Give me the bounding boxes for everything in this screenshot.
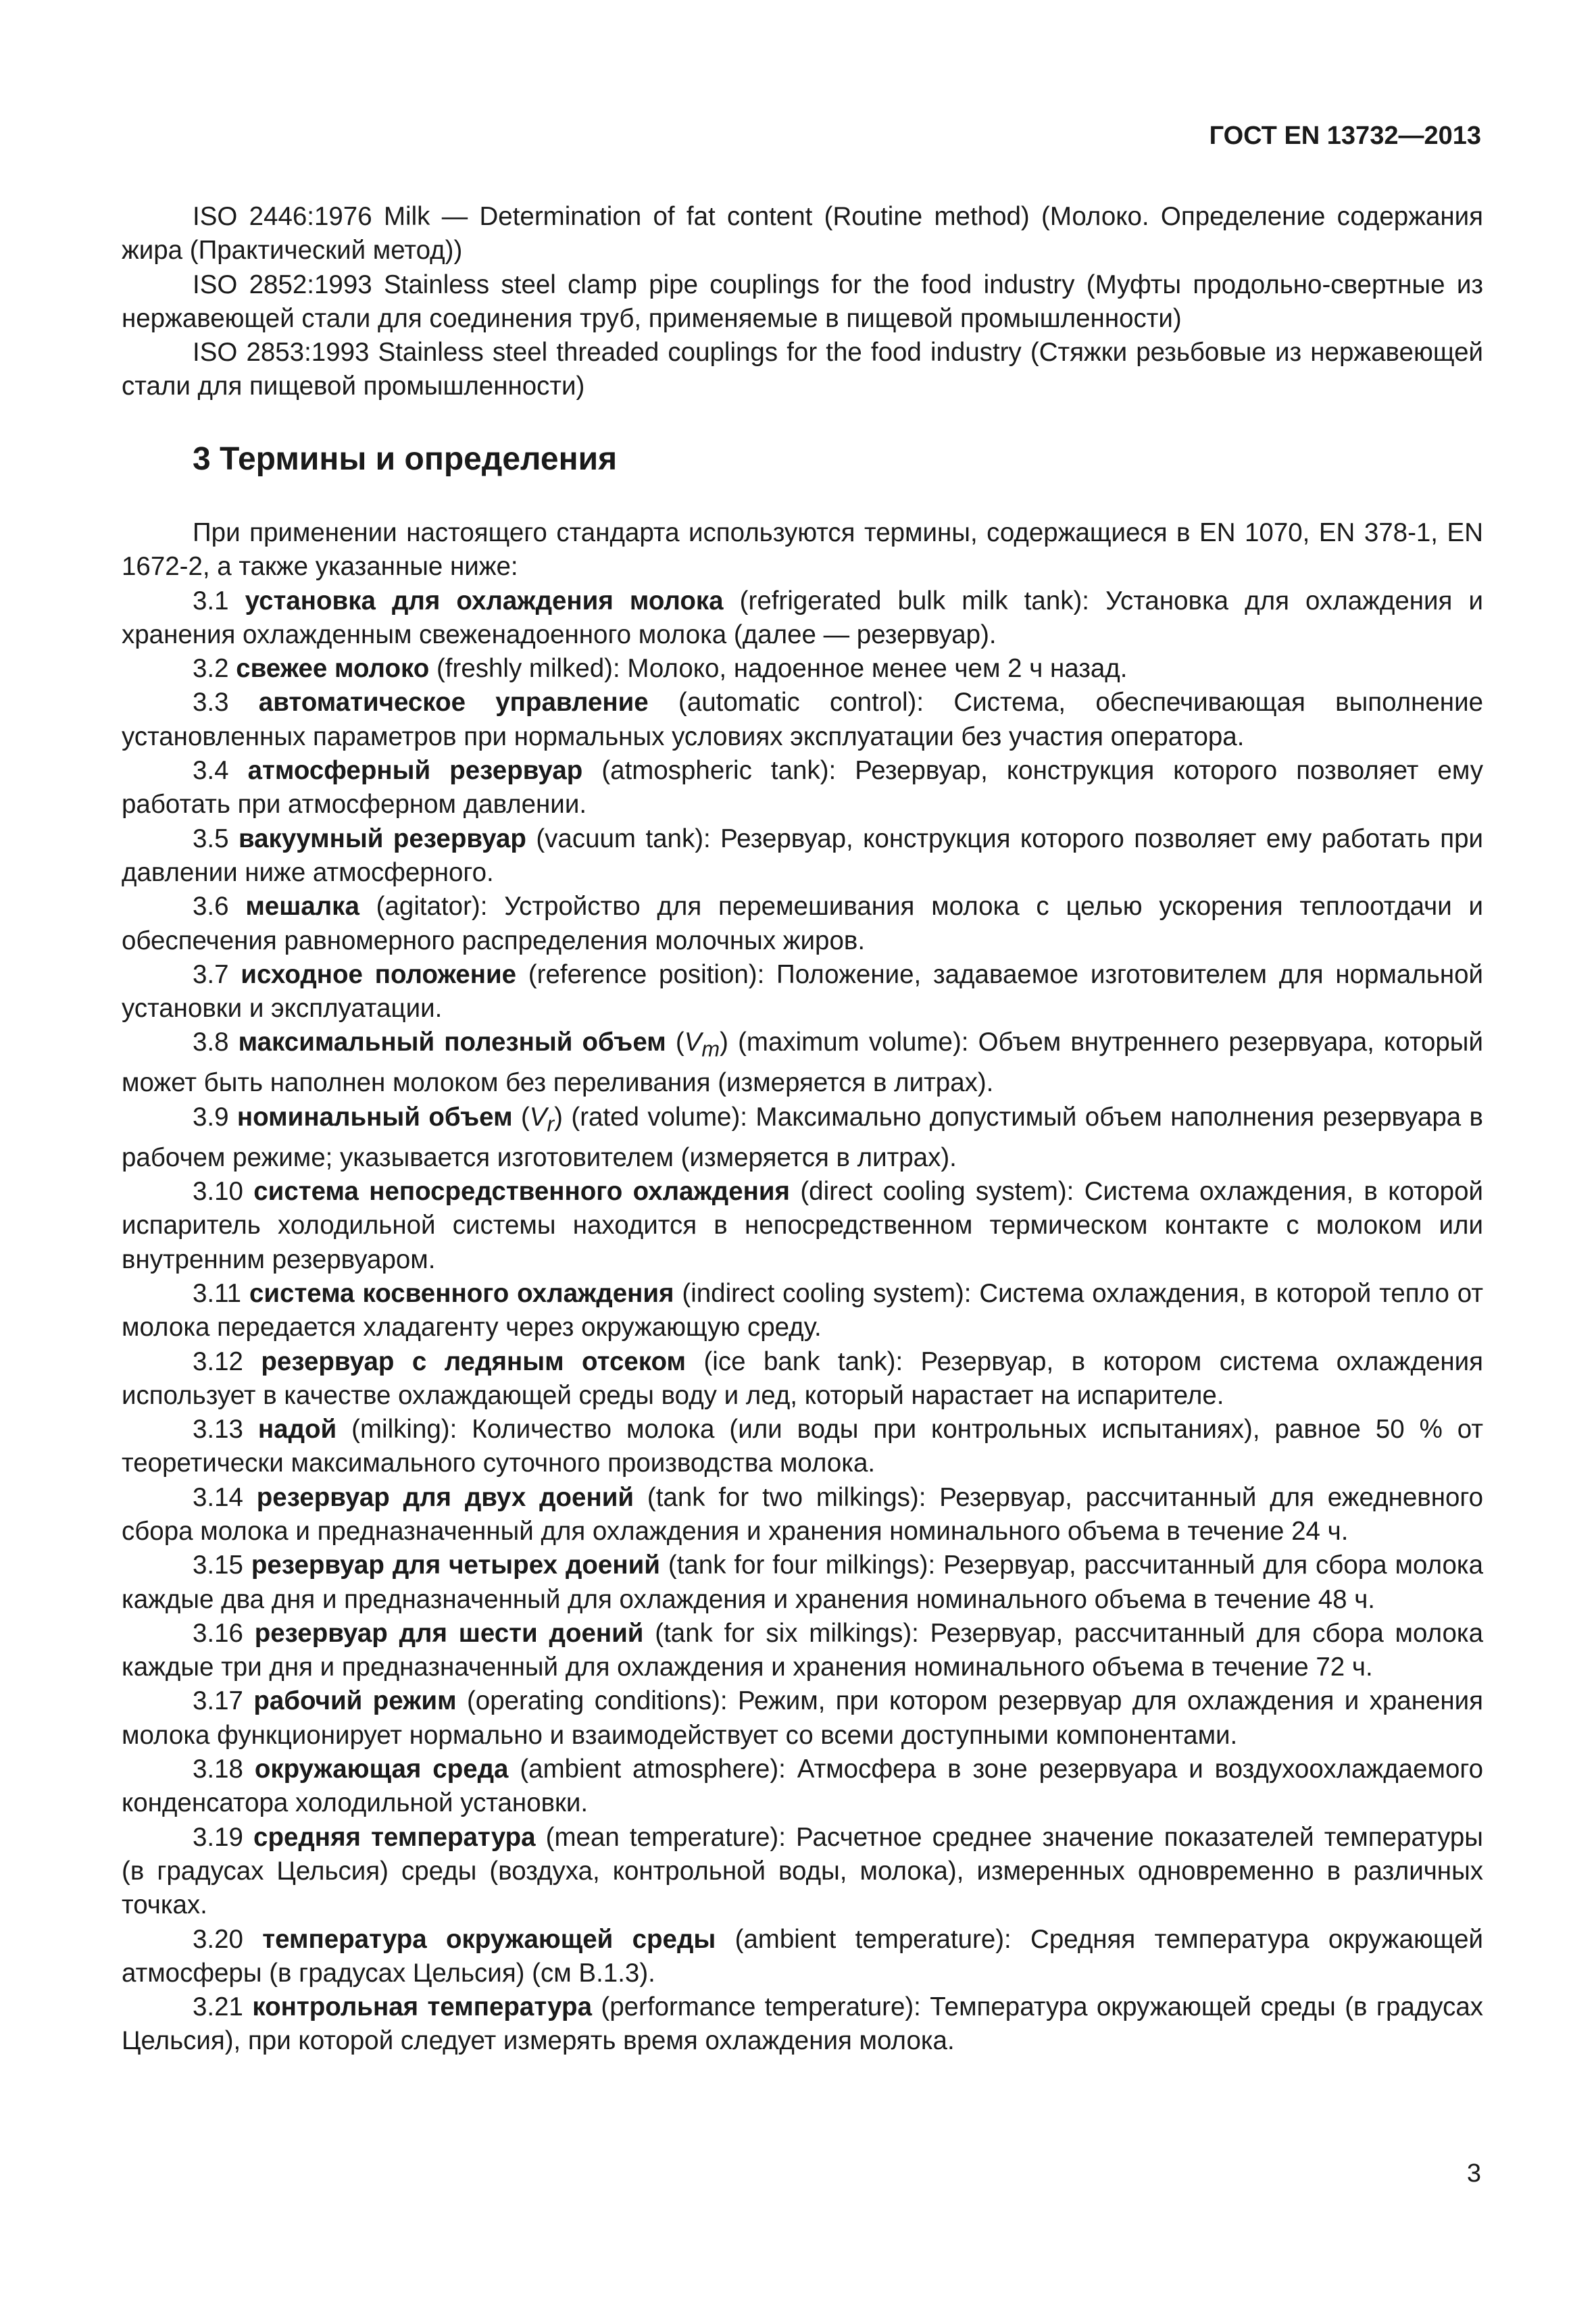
definition-symbol: $V_m$	[684, 1028, 720, 1062]
definition-term: надой	[257, 1415, 337, 1444]
definition-item	[122, 754, 1483, 822]
definition-term: резервуар для шести доений	[254, 1618, 644, 1648]
definition-item	[122, 1277, 1483, 1345]
definition-item	[122, 1345, 1483, 1413]
definition-term: свежее молоко	[236, 654, 430, 684]
definition-term: исходное положение	[241, 959, 517, 989]
definition-number: 3.15	[193, 1551, 251, 1580]
definition-text: (indirect cooling system): Система охлаждения, в которой тепло от молока передается хладагенту через окружающую среду.	[122, 1278, 1483, 1342]
definition-term: резервуар для четырех доений	[251, 1551, 660, 1580]
definition-number: 3.9	[193, 1102, 237, 1132]
definition-item: 3.8 максимальный полезный объем $(V_m)$ (maximum volume): Объем внутреннего резервуара, который может быть наполнен молоком без переливания (измеряется в литрах).	[122, 1028, 1483, 1098]
definitions-list	[122, 584, 1483, 2059]
definition-number: 3.14	[193, 1482, 257, 1512]
definition-number: 3.1	[193, 586, 245, 615]
definition-text: (freshly milked): Молоко, надоенное менее чем 2 ч назад.	[429, 654, 1128, 684]
definition-symbol: $V_r$	[529, 1102, 555, 1136]
definition-item	[122, 1821, 1483, 1923]
definition-item	[122, 1990, 1483, 2059]
definition-text: (refrigerated bulk milk tank): Установка для охлаждения и хранения охлажденным свеженадоенного молока (далее — резервуар).	[122, 586, 1483, 649]
definition-text: (ambient temperature): Средняя температура окружающей атмосферы (в градусах Цельсия) (см B.1.3).	[122, 1924, 1483, 1988]
definition-text: (operating conditions): Режим, при котором резервуар для охлаждения и хранения молока функционирует нормально и взаимодействует со всеми доступными компонентами.	[122, 1686, 1483, 1750]
definition-number: 3.6	[193, 892, 246, 922]
definition-item	[122, 584, 1483, 653]
definition-item	[122, 1684, 1483, 1753]
definition-item	[122, 686, 1483, 754]
section-intro: При применении настоящего стандарта используются термины, содержащиеся в EN 1070, EN 378-1, EN 1672-2, а также указанные ниже:	[122, 518, 1483, 582]
definition-text: (mean temperature): Расчетное среднее значение показателей температуры (в градусах Цельсия) среды (воздуха, контрольной воды, молока), измеренных одновременно в различных точках.	[122, 1822, 1483, 1920]
definition-item	[122, 822, 1483, 890]
definition-number: 3.20	[193, 1924, 263, 1954]
definition-text: (ambient atmosphere): Атмосфера в зоне резервуара и воздухоохлаждаемого конденсатора холодильной установки.	[122, 1755, 1483, 1818]
page-number: 3	[1466, 2159, 1481, 2188]
definition-number: 3.5	[193, 824, 239, 853]
definition-item	[122, 1549, 1483, 1617]
definition-term: установка для охлаждения молока	[245, 586, 724, 615]
definition-term: средняя температура	[253, 1822, 536, 1852]
definition-term: контрольная температура	[252, 1992, 592, 2022]
terms-definitions-body	[122, 516, 1483, 2059]
definition-number: 3.21	[193, 1992, 253, 2022]
definition-text: (milking): Количество молока (или воды при контрольных испытаниях), равное 50 % от теоретически максимального суточного производства молока.	[122, 1415, 1483, 1478]
definition-number: 3.4	[193, 756, 248, 786]
definition-number: 3.18	[193, 1755, 255, 1784]
definition-term: рабочий режим	[253, 1686, 457, 1716]
definition-text: (agitator): Устройство для перемешивания молока с целью ускорения теплоотдачи и обеспечения равномерного распределения молочных жиров.	[122, 892, 1483, 955]
definition-text: (vacuum tank): Резервуар, конструкция которого позволяет ему работать при давлении ниже атмосферного.	[122, 824, 1484, 887]
definition-number: 3.2	[193, 654, 236, 684]
definition-term: атмосферный резервуар	[247, 756, 583, 786]
definition-item: 3.9 номинальный объем $(V_r)$ (rated volume): Максимально допустимый объем наполнения резервуара в рабочем режиме; указывается изготовителем (измеряется в литрах).	[122, 1102, 1483, 1172]
definition-term: резервуар для двух доений	[256, 1482, 634, 1512]
reference-item: ISO 2853:1993 Stainless steel threaded couplings for the food industry (Стяжки резьбовые из нержавеющей стали для пищевой промышленности)	[122, 338, 1483, 401]
definition-item	[122, 1617, 1483, 1685]
definition-text: (ice bank tank): Резервуар, в котором система охлаждения использует в качестве охлаждающей среды воду и лед, который нарастает на испарителе.	[122, 1347, 1483, 1410]
normative-references	[122, 200, 1483, 404]
reference-item: ISO 2446:1976 Milk — Determination of fat content (Routine method) (Молоко. Определение содержания жира (Практический метод))	[122, 202, 1483, 266]
document-code-header: ГОСТ EN 13732—2013	[1209, 122, 1481, 150]
definition-term: максимальный полезный объем	[238, 1028, 666, 1057]
definition-item	[122, 890, 1483, 958]
reference-item: ISO 2852:1993 Stainless steel clamp pipe couplings for the food industry (Муфты продольно-свертные из нержавеющей стали для соединения труб, применяемые в пищевой промышленности)	[122, 270, 1483, 333]
section-title: 3 Термины и определения	[193, 441, 618, 477]
definition-number: 3.3	[193, 688, 259, 718]
definition-term: система косвенного охлаждения	[249, 1278, 674, 1308]
definition-text: (tank for two milkings): Резервуар, рассчитанный для ежедневного сбора молока и предназначенный для охлаждения и хранения номинального объема в течение 24 ч.	[122, 1482, 1483, 1546]
definition-number: 3.7	[193, 959, 241, 989]
definition-number: 3.8	[193, 1028, 239, 1057]
definition-term: вакуумный резервуар	[238, 824, 526, 853]
definition-text: (maximum volume): Объем внутреннего резервуара, который может быть наполнен молоком без переливания (измеряется в литрах).	[122, 1028, 1483, 1098]
definition-text: (direct cooling system): Система охлаждения, в которой испаритель холодильной системы находится в непосредственном термическом контакте с молоком или внутренним резервуаром.	[122, 1177, 1483, 1274]
definition-number: 3.17	[193, 1686, 254, 1716]
definition-number: 3.11	[193, 1278, 249, 1308]
definition-text: (reference position): Положение, задаваемое изготовителем для нормальной установки и эксплуатации.	[122, 959, 1483, 1024]
definition-item	[122, 1175, 1483, 1277]
definition-text: (tank for six milkings): Резервуар, рассчитанный для сбора молока каждые три дня и предназначенный для охлаждения и хранения номинального объема в течение 72 ч.	[122, 1618, 1483, 1682]
definition-item	[122, 1481, 1483, 1549]
definition-term: номинальный объем	[236, 1102, 513, 1132]
definition-item	[122, 1753, 1483, 1821]
definition-number: 3.19	[193, 1822, 254, 1852]
definition-number: 3.10	[193, 1177, 254, 1207]
definition-term: система непосредственного охлаждения	[253, 1177, 791, 1207]
definition-number: 3.12	[193, 1347, 261, 1376]
definition-number: 3.16	[193, 1618, 255, 1648]
definition-term: температура окружающей среды	[262, 1924, 716, 1954]
definition-term: резервуар с ледяным отсеком	[261, 1347, 687, 1376]
definition-text: (rated volume): Максимально допустимый объем наполнения резервуара в рабочем режиме; указывается изготовителем (измеряется в литрах).	[122, 1102, 1483, 1172]
definition-text: (atmospheric tank): Резервуар, конструкция которого позволяет ему работать при атмосферном давлении.	[122, 756, 1483, 820]
definition-term: мешалка	[245, 892, 359, 922]
definition-text: (tank for four milkings): Резервуар, рассчитанный для сбора молока каждые два дня и предназначенный для охлаждения и хранения номинального объема в течение 48 ч.	[122, 1551, 1483, 1614]
definition-term: автоматическое управление	[258, 688, 649, 718]
definition-text: (performance temperature): Температура окружающей среды (в градусах Цельсия), при которой следует измерять время охлаждения молока.	[122, 1992, 1483, 2056]
definition-item	[122, 958, 1483, 1026]
definition-item	[122, 1413, 1483, 1481]
definition-item	[122, 1923, 1483, 1991]
definition-number: 3.13	[193, 1415, 258, 1444]
definition-text: (automatic control): Система, обеспечивающая выполнение установленных параметров при нормальных условиях эксплуатации без участия оператора.	[122, 688, 1483, 751]
definition-term: окружающая среда	[254, 1755, 509, 1784]
definition-item	[122, 652, 1483, 686]
